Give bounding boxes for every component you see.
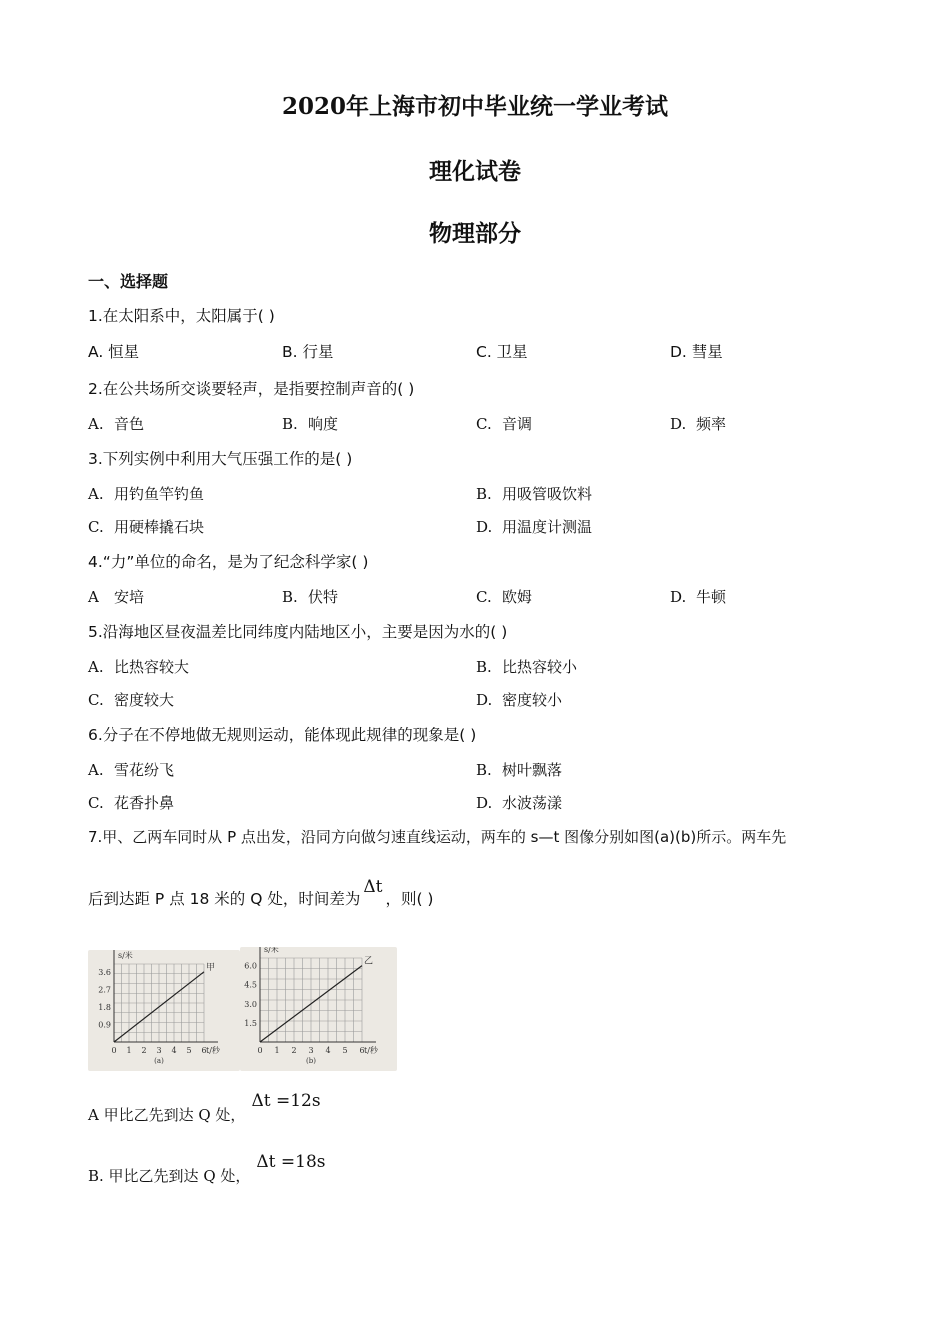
chart-b-x-label: t/秒 bbox=[364, 1046, 378, 1055]
question-5-stem: 5.沿海地区昼夜温差比同纬度内陆地区小，主要是因为水的( ) bbox=[88, 623, 508, 641]
chart-a-y-tick: 0.9 bbox=[98, 1020, 111, 1030]
q4-option-a: A 安培 bbox=[88, 588, 145, 606]
q5-option-b: B. 比热容较小 bbox=[476, 658, 578, 676]
q5-option-c: C. 密度较大 bbox=[88, 691, 175, 709]
figure-b bbox=[240, 947, 397, 1071]
question-4-stem: 4.“力”单位的命名，是为了纪念科学家( ) bbox=[88, 553, 369, 571]
chart-b-y-tick: 6.0 bbox=[244, 961, 257, 971]
q3-option-d: D. 用温度计测温 bbox=[476, 518, 593, 536]
question-1-stem: 1.在太阳系中，太阳属于( ) bbox=[88, 307, 275, 325]
q5-option-d: D. 密度较小 bbox=[476, 691, 563, 709]
chart-a-y-label: s/米 bbox=[118, 951, 133, 960]
question-7-stem-line2: 后到达距 P 点 18 米的 Q 处，时间差为Δt，则( ) bbox=[88, 877, 434, 908]
question-6-stem: 6.分子在不停地做无规则运动，能体现此规律的现象是( ) bbox=[88, 726, 477, 744]
q4-option-b: B. 伏特 bbox=[282, 588, 339, 606]
chart-a-x-tick: 4 bbox=[171, 1046, 177, 1055]
q7-option-b-math: Δt =18s bbox=[256, 1152, 326, 1172]
q4-option-d: D. 牛顿 bbox=[670, 588, 727, 606]
q5-option-a: A. 比热容较大 bbox=[88, 658, 190, 676]
chart-b-caption: (b) bbox=[306, 1057, 316, 1065]
q2-option-d: D. 频率 bbox=[670, 415, 727, 433]
chart-a-y-tick: 1.8 bbox=[98, 1002, 111, 1012]
exam-title: 2020年上海市初中毕业统一学业考试 bbox=[281, 93, 668, 120]
q4-option-c: C. 欧姆 bbox=[476, 588, 533, 606]
chart-a-x-label: t/秒 bbox=[206, 1046, 220, 1055]
chart-b-y-tick: 4.5 bbox=[244, 980, 257, 990]
q1-option-d: D. 彗星 bbox=[670, 343, 723, 361]
chart-b-x-tick: 0 bbox=[257, 1046, 263, 1055]
question-2-stem: 2.在公共场所交谈要轻声，是指要控制声音的( ) bbox=[88, 380, 415, 398]
q2-option-a: A. 音色 bbox=[88, 415, 145, 433]
chart-b-x-tick: 4 bbox=[325, 1046, 331, 1055]
q2-option-c: C. 音调 bbox=[476, 415, 533, 433]
chart-b-x-tick: 2 bbox=[291, 1046, 297, 1055]
chart-b-series-label: 乙 bbox=[364, 956, 374, 967]
chart-a-x-tick: 1 bbox=[126, 1046, 132, 1055]
q7-option-a: A 甲比乙先到达 Q 处，Δt =12s bbox=[88, 1091, 321, 1124]
chart-b-svg bbox=[240, 947, 397, 1071]
chart-a-caption: (a) bbox=[154, 1057, 164, 1065]
chart-b-x-tick: 6 bbox=[359, 1046, 365, 1055]
q1-option-a: A. 恒星 bbox=[88, 343, 140, 361]
chart-a-x-tick: 2 bbox=[141, 1046, 147, 1055]
q6-option-d: D. 水波荡漾 bbox=[476, 794, 563, 812]
chart-a-y-tick: 2.7 bbox=[98, 985, 111, 995]
chart-a-x-tick: 3 bbox=[156, 1046, 162, 1055]
chart-a-x-tick: 6 bbox=[201, 1046, 207, 1055]
delta-t-symbol: Δt bbox=[363, 877, 383, 897]
chart-b-x-tick: 5 bbox=[342, 1046, 348, 1055]
exam-part: 物理部分 bbox=[429, 220, 521, 247]
chart-a-svg bbox=[88, 950, 240, 1071]
figure-a bbox=[88, 950, 240, 1071]
q6-option-b: B. 树叶飘落 bbox=[476, 761, 563, 779]
chart-b-y-tick: 1.5 bbox=[244, 1018, 257, 1028]
chart-a-x-tick: 0 bbox=[111, 1046, 117, 1055]
q1-option-c: C. 卫星 bbox=[476, 343, 528, 361]
q3-option-c: C. 用硬棒撬石块 bbox=[88, 518, 205, 536]
chart-b-y-tick: 3.0 bbox=[244, 999, 257, 1009]
q6-option-c: C. 花香扑鼻 bbox=[88, 794, 175, 812]
question-7-stem-line1: 7.甲、乙两车同时从 P 点出发，沿同方向做匀速直线运动，两车的 s—t 图像分别如图(a)(b)所示。两车先 bbox=[88, 828, 787, 846]
chart-a-series-label: 甲 bbox=[206, 962, 216, 973]
q2-option-b: B. 响度 bbox=[282, 415, 339, 433]
q7-option-b: B. 甲比乙先到达 Q 处，Δt =18s bbox=[88, 1152, 326, 1185]
q3-option-b: B. 用吸管吸饮料 bbox=[476, 485, 593, 503]
q6-option-a: A. 雪花纷飞 bbox=[88, 761, 175, 779]
question-3-stem: 3.下列实例中利用大气压强工作的是( ) bbox=[88, 450, 353, 468]
chart-a-x-tick: 5 bbox=[186, 1046, 192, 1055]
q1-option-b: B. 行星 bbox=[282, 343, 334, 361]
chart-b-x-tick: 3 bbox=[308, 1046, 314, 1055]
q7-option-a-math: Δt =12s bbox=[251, 1091, 321, 1111]
exam-subtitle: 理化试卷 bbox=[429, 158, 521, 185]
section-heading: 一、选择题 bbox=[88, 272, 169, 291]
q3-option-a: A. 用钓鱼竿钓鱼 bbox=[88, 485, 205, 503]
chart-b-x-tick: 1 bbox=[274, 1046, 280, 1055]
chart-b-y-label: s/米 bbox=[264, 947, 279, 954]
chart-a-y-tick: 3.6 bbox=[98, 967, 111, 977]
